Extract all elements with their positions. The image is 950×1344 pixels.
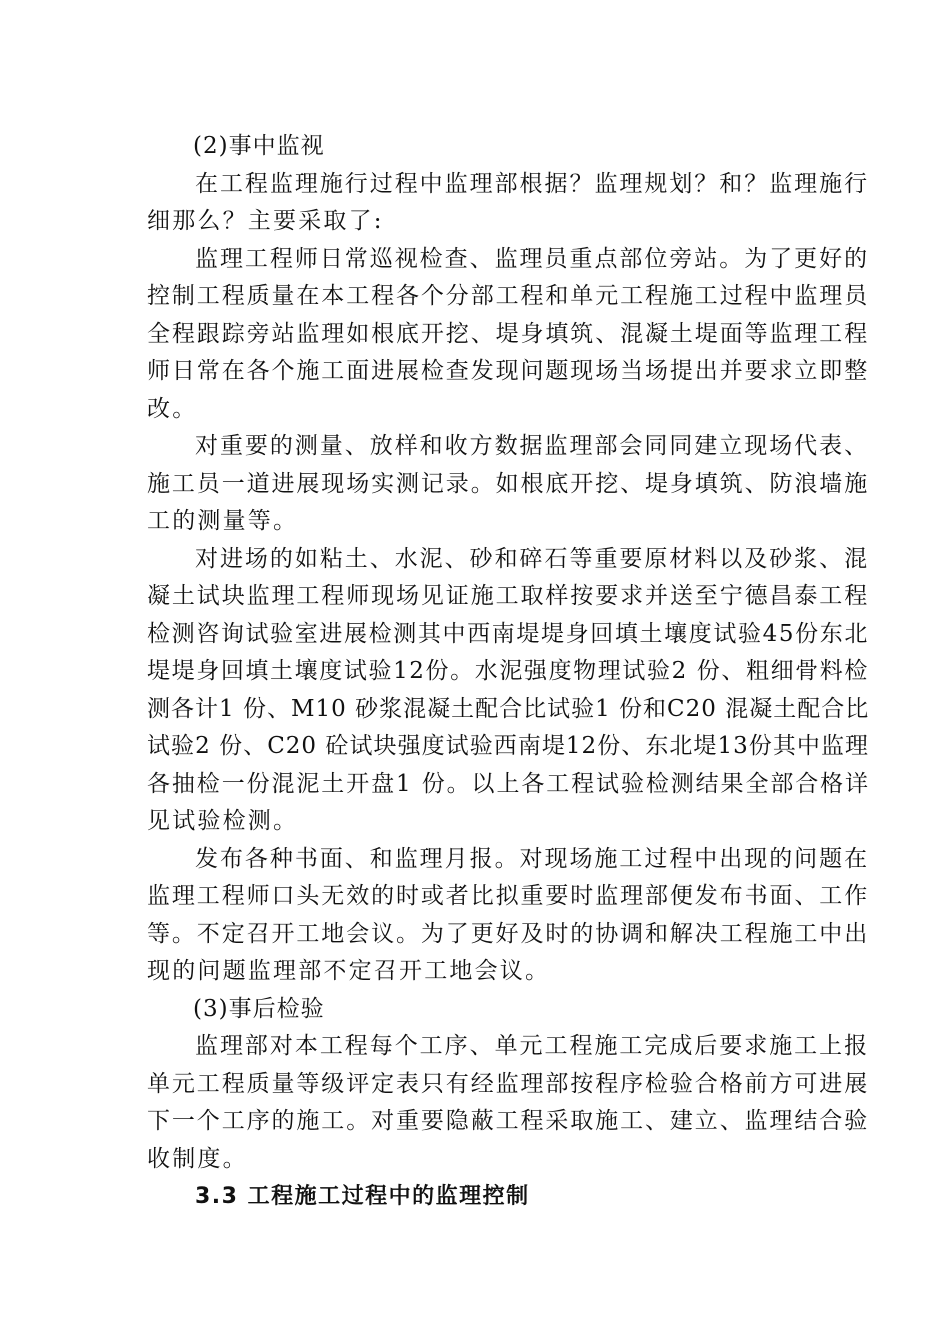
paragraph-line: 下一个工序的施工。对重要隐蔽工程采取施工、建立、监理结合验 [147,1108,870,1134]
paragraph-line: 发布各种书面、和监理月报。对现场施工过程中出现的问题在 [195,845,869,872]
subsection-title: (3)事后检验 [193,995,325,1022]
paragraph-line: 工的测量等。 [147,508,299,534]
paragraph-line: 见试验检测。 [147,808,299,834]
paragraph-line: 施工员一道进展现场实测记录。如根底开挖、堤身填筑、防浪墙施 [147,470,870,497]
paragraph-line: 师日常在各个施工面进展检查发现问题现场当场提出并要求立即整 [147,358,870,384]
paragraph-line: 检测咨询试验室进展检测其中西南堤堤身回填土壤度试验45份东北 [147,620,869,647]
paragraph-line: 在工程监理施行过程中监理部根据？监理规划？和？监理施行 [195,170,869,197]
paragraph-line: 试验2 份、C20 砼试块强度试验西南堤12份、东北堤13份其中监理 [147,733,869,759]
paragraph-line: 监理工程师日常巡视检查、监理员重点部位旁站。为了更好的 [195,245,869,272]
paragraph-line: 单元工程质量等级评定表只有经监理部按程序检验合格前方可进展 [147,1070,870,1097]
paragraph-line: 控制工程质量在本工程各个分部工程和单元工程施工过程中监理员 [147,283,870,309]
paragraph-line: 对重要的测量、放样和收方数据监理部会同同建立现场代表、 [195,433,869,459]
paragraph-line: 全程跟踪旁站监理如根底开挖、堤身填筑、混凝土堤面等监理工程 [147,320,870,347]
paragraph-line: 监理部对本工程每个工序、单元工程施工完成后要求施工上报 [195,1033,869,1059]
paragraph-line: 细那么？主要采取了: [147,208,384,234]
section-heading: 3.3 工程施工过程中的监理控制 [195,1184,530,1209]
subsection-title: (2)事中监视 [193,133,325,159]
paragraph-line: 对进场的如粘土、水泥、砂和碎石等重要原材料以及砂浆、混 [195,545,869,572]
paragraph-line: 收制度。 [147,1145,248,1172]
paragraph-line: 现的问题监理部不定召开工地会议。 [147,958,551,984]
document-body [147,128,869,1216]
paragraph-line: 各抽检一份混泥土开盘1 份。以上各工程试验检测结果全部合格详 [147,770,870,797]
paragraph-line: 堤堤身回填土壤度试验12份。水泥强度物理试验2 份、粗细骨料检 [147,658,869,684]
paragraph-line: 凝土试块监理工程师现场见证施工取样按要求并送至宁德昌泰工程 [147,583,870,609]
paragraph-line: 监理工程师口头无效的时或者比拟重要时监理部便发布书面、工作 [147,883,870,909]
paragraph-line: 测各计1 份、M10 砂浆混凝土配合比试验1 份和C20 混凝土配合比 [147,695,870,722]
paragraph-line: 等。不定召开工地会议。为了更好及时的协调和解决工程施工中出 [147,920,870,947]
paragraph-line: 改。 [147,395,198,422]
